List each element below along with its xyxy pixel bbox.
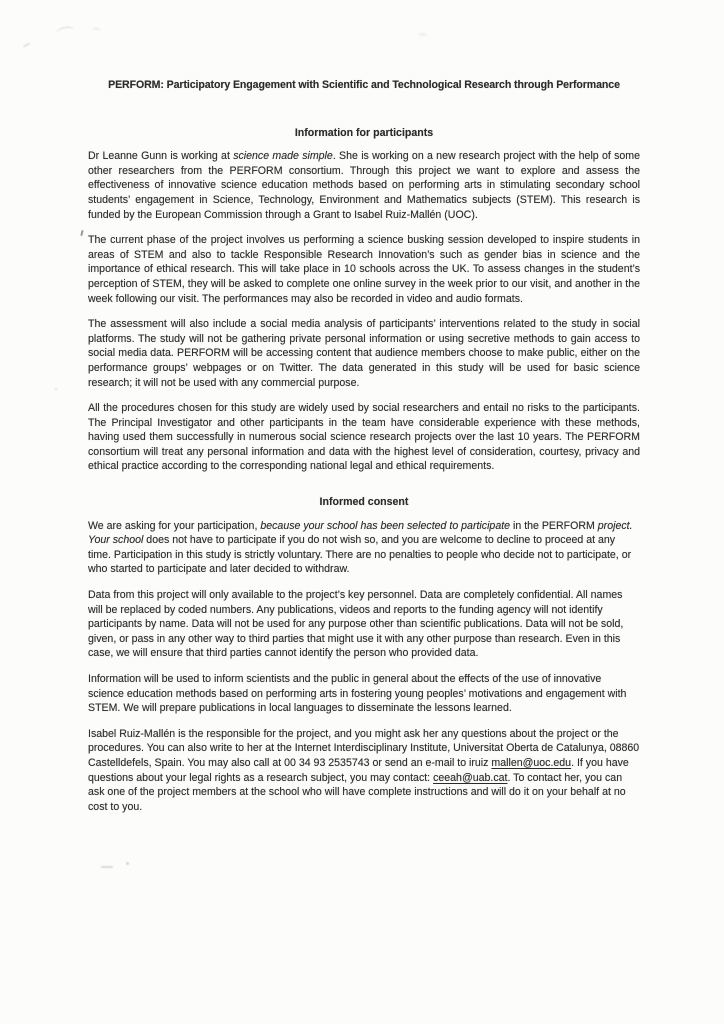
text-run: does not have to participate if you do not wish so, and you are welcome to decline to proceed at any time. Participation in this study is strictly voluntary. There are no penalties to people who decide not to participate, or who started to participate and later decided to withdraw. [88,534,632,576]
text-run: The assessment will also include a social media analysis of participants’ interventions related to the study in social platforms. The study will not be gathering private personal information or using secretive methods to gain access to social media data. PERFORM will be accessing content that audience members choose to make public, either on the performance groups’ webpages or on Twitter. The data generated in this study will be used for basic science research; it will not be used with any commercial purpose. [88,318,640,389]
scan-artifact [80,230,83,236]
document-title: PERFORM: Participatory Engagement with Scientific and Technological Research through Performance [108,79,620,91]
email-link: ceeah@uab.cat [433,771,508,784]
text-run: We are asking for your participation, [88,519,261,532]
scan-artifact [126,862,129,865]
text-run: Isabel Ruiz-Mallén is the responsible for the project, and you might ask her any questions about the project or the procedures. You can also write to her at the Internet Interdisciplinary Institute, Universitat Oberta de Catalunya, 08860 Castelldefels, Spain. You may also call at 00 34 93 2535743 or send an e-mail to iruiz [88,727,640,769]
paragraph [88,233,640,306]
section-informed-consent [88,495,640,814]
paragraph [88,401,640,474]
text-run: Dr Leanne Gunn is working at [88,150,234,163]
text-run: . To contact her, you can ask one of the project members at the school who will have complete instructions and will do it on your behalf at no cost to you. [88,771,626,813]
section-heading: Information for participants [294,126,434,139]
section-information-for-participants [88,126,640,474]
text-run: . She is working on a new research project with the help of some other researchers from the PERFORM consortium. Through this project we want to explore and assess the effectiveness of innovative science education methods based on performing arts in stimulating secondary school students’ engagement in Science, Technology, Environment and Mathematics subjects (STEM). This research is funded by the European Commission through a Grant to Isabel Ruiz-Mallén (UOC). [88,150,641,221]
sections [88,126,640,815]
italic-run: because your school has been selected to participate [260,519,511,532]
scan-artifact [101,866,113,868]
text-run: The current phase of the project involves us performing a science busking session developed to inspire students in areas of STEM and also to tackle Responsible Research Innovation’s such as gender bias in science and the importance of ethical research. This will take place in 10 schools across the UK. To assess changes in the student’s perception of STEM, they will be asked to complete one online survey in the week prior to our visit, and another in the week following our visit. The performances may also be recorded in video and audio formats. [88,234,640,305]
scan-artifact [23,42,30,47]
paragraph [88,727,640,815]
paragraph [88,317,640,390]
text-run: in the PERFORM [510,519,598,532]
text-run: All the procedures chosen for this study are widely used by social researchers and entail no risks to the participants. The Principal Investigator and other participants in the team have considerable experience with these methods, having used them successfully in numerous social science research projects over the last 10 years. The PERFORM consortium will treat any personal information and data with the highest level of consideration, courtesy, privacy and ethical practice according to the corresponding national legal and ethical requirements. [88,402,640,473]
text-run: Information will be used to inform scientists and the public in general about the effects of the use of innovative science education methods based on performing arts in fostering young peoples’ motivations and engagement with STEM. We will prepare publications in local languages to disseminate the lessons learned. [88,673,627,715]
scan-artifact [54,388,58,390]
italic-run: project. Your school [88,519,633,547]
paragraph [88,149,640,222]
text-run: Data from this project will only available to the project’s key personnel. Data are completely confidential. All names will be replaced by coded numbers. Any publications, videos and reports to the funding agency will not identify participants by name. Data will not be used for any purpose other than scientific publications. Data will not be sold, given, or pass in any other way to third parties that might use it with any other purpose than research. Even in this case, we will ensure that third parties cannot identify the person who provided data. [88,589,624,660]
paragraph [88,519,640,577]
scan-artifact [418,33,427,36]
scan-artifact [92,27,101,35]
document-content [88,78,640,825]
scan-artifact [56,26,75,38]
email-link: mallen@uoc.edu [491,756,572,769]
paragraph [88,672,640,716]
italic-run: science made simple [233,150,333,163]
section-heading: Informed consent [319,496,409,509]
text-run: . If you have questions about your legal rights as a research subject, you may contact: [88,756,629,784]
paragraph [88,588,640,661]
